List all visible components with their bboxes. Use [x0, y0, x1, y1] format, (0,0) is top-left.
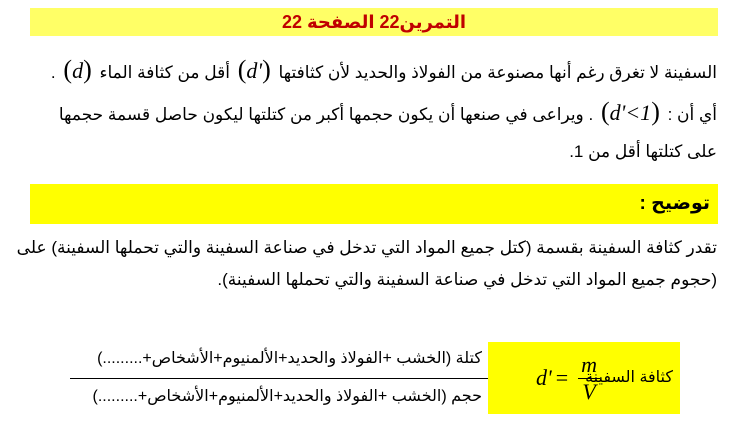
explanation-heading: توضيح :: [639, 193, 710, 214]
volume-symbol: V: [582, 378, 596, 404]
word-denominator: حجم (الخشب +الفولاذ والحديد+الألمنيوم+الأشخاص+.........): [92, 388, 482, 405]
word-numerator: كتلة (الخشب +الفولاذ والحديد+الألمنيوم+الأشخاص+.........): [97, 350, 482, 367]
explanation-heading-bar: [30, 184, 718, 224]
formula-equals: =: [555, 365, 569, 390]
fraction-line: [70, 378, 488, 379]
statement-line-3: على كتلتها أقل من 1.: [569, 142, 717, 161]
statement-line-1-end: .: [50, 63, 56, 82]
density-formula-box: [70, 342, 680, 414]
exercise-title-bar: [30, 8, 718, 36]
density-formula: [536, 348, 600, 408]
explanation-line-1: تقدر كثافة السفينة بقسمة (كتل جميع المواد التي تدخل في صناعة السفينة والتي تحملها السفينة) على: [16, 238, 717, 257]
formula-lhs: d': [535, 365, 552, 390]
mass-over-volume-fraction: [578, 352, 600, 405]
exercise-title: التمرين22 الصفحة 22: [281, 11, 467, 32]
statement-line-2-start: أي أن :: [667, 105, 717, 124]
inequality-expression: (d'<1): [600, 97, 660, 126]
formula-label: كثافة السفينة: [585, 369, 673, 386]
explanation-line-2: (حجوم جميع المواد التي تدخل في صناعة السفينة والتي تحملها السفينة).: [217, 270, 717, 289]
density-symbol-dprime: (d'): [237, 55, 271, 84]
statement-line-2: [58, 97, 717, 127]
statement-line-2-text: . ويراعى في صنعها أن يكون حجمها أكبر من كتلتها ليكون حاصل قسمة حجمها: [58, 105, 594, 124]
mass-symbol: m: [578, 352, 600, 379]
statement-line-1: [50, 55, 717, 85]
word-fraction: [70, 342, 488, 414]
density-symbol-water: (d): [63, 55, 92, 84]
statement-line-1-text: السفينة لا تغرق رغم أنها مصنوعة من الفولاذ والحديد لأن كثافتها: [278, 63, 717, 82]
statement-line-1-middle: أقل من كثافة الماء: [99, 63, 230, 82]
